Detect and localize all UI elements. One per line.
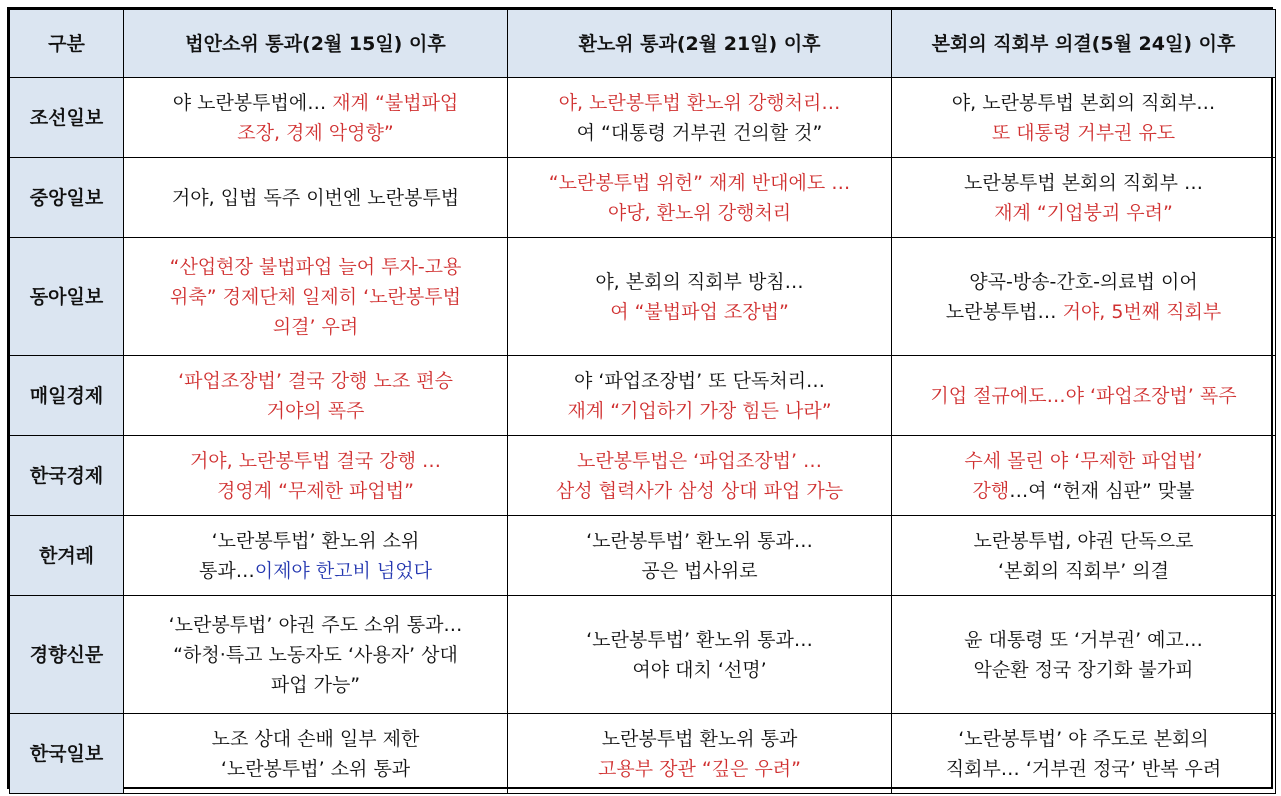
highlight-text: 야당, 환노위 강행처리 [607,201,792,224]
cell-plenary [892,436,1276,516]
headline-line [514,118,885,148]
headline-line [898,625,1269,655]
table-row [10,356,1276,436]
headline-line [130,610,501,640]
headline-text: 여야 대치 ‘선명’ [632,658,767,681]
cell-subcommittee [124,596,508,714]
highlight-text: 야, 노란봉투법 환노위 강행처리… [558,91,841,114]
headline-line [898,476,1269,506]
headline-text: 통과… [199,559,255,582]
cell-plenary [892,238,1276,356]
headline-text: ‘노란봉투법’ 환노위 통과… [586,628,813,651]
outlet-name: 중앙일보 [10,158,124,238]
headline-line [898,655,1269,685]
headline-line [130,724,501,754]
headline-text: 윤 대통령 또 ‘거부권’ 예고… [964,628,1203,651]
cell-committee [508,78,892,158]
cell-committee [508,158,892,238]
highlight-text: 거야의 폭주 [266,399,365,422]
highlight-text: 거야, 5번째 직회부 [1062,300,1222,323]
header-subcommittee: 법안소위 통과(2월 15일) 이후 [124,10,508,78]
headline-line [130,366,501,396]
highlight-text: “노란봉투법 위헌” 재계 반대에도 … [548,171,851,194]
headline-line [130,526,501,556]
headline-line [898,556,1269,586]
table-row [10,596,1276,714]
headline-line [514,88,885,118]
headline-line [514,366,885,396]
outlet-name: 한겨레 [10,516,124,596]
highlight-text: 의결’ 우려 [272,315,359,338]
headline-text: 노조 상대 손배 일부 제한 [211,727,420,750]
table-row [10,158,1276,238]
headline-line [898,526,1269,556]
highlight-text-blue: 이제야 한고비 넘었다 [254,559,432,582]
headline-text: 거야, 입법 독주 이번엔 노란봉투법 [171,186,460,209]
headline-line [898,88,1269,118]
cell-committee [508,238,892,356]
headline-line [514,556,885,586]
table-body [10,78,1276,794]
headline-line [514,625,885,655]
headline-text: ‘본회의 직회부’ 의결 [998,559,1169,582]
cell-committee [508,596,892,714]
outlet-name: 동아일보 [10,238,124,356]
outlet-name: 한국일보 [10,714,124,794]
headline-line [898,297,1269,327]
headline-text: …여 “헌재 심판” 맞불 [1009,479,1195,502]
headline-text: ‘노란봉투법’ 소위 통과 [220,757,411,780]
headline-line [514,198,885,228]
headline-text: 노란봉투법, 야권 단독으로 [973,529,1194,552]
cell-subcommittee [124,238,508,356]
headline-line [514,446,885,476]
table-row [10,238,1276,356]
headline-text: ‘노란봉투법’ 환노위 소위 [211,529,420,552]
cell-committee [508,516,892,596]
headline-line [130,396,501,426]
cell-subcommittee [124,356,508,436]
outlet-name: 매일경제 [10,356,124,436]
header-row [10,10,1276,78]
cell-plenary [892,78,1276,158]
table-row [10,714,1276,794]
header-committee: 환노위 통과(2월 21일) 이후 [508,10,892,78]
headline-line [898,724,1269,754]
headline-text: 야, 본회의 직회부 방침… [595,270,804,293]
cell-subcommittee [124,436,508,516]
outlet-name: 한국경제 [10,436,124,516]
cell-plenary [892,596,1276,714]
highlight-text: 노란봉투법은 ‘파업조장법’ … [576,449,823,472]
highlight-text: 거야, 노란봉투법 결국 강행 … [189,449,442,472]
headline-line [130,476,501,506]
media-headline-comparison-table [9,9,1276,794]
cell-plenary [892,356,1276,436]
headline-line [130,754,501,784]
highlight-text: 여 “불법파업 조장법” [610,300,789,323]
highlight-text: 재계 “불법파업 [332,91,459,114]
headline-line [514,655,885,685]
headline-line [130,556,501,586]
headline-line [130,183,501,213]
headline-line [514,297,885,327]
cell-plenary [892,516,1276,596]
headline-text: 노란봉투법 환노위 통과 [601,727,798,750]
highlight-text: 재계 “기업하기 가장 힘든 나라” [567,399,832,422]
highlight-text: “산업현장 불법파업 늘어 투자-고용 [169,255,462,278]
highlight-text: 조장, 경제 악영향” [237,121,394,144]
headline-line [898,168,1269,198]
headline-text: “하청·특고 노동자도 ‘사용자’ 상대 [173,643,458,666]
outlet-name: 경향신문 [10,596,124,714]
header-category: 구분 [10,10,124,78]
headline-text: 야 노란봉투법에… [172,91,333,114]
headline-line [130,312,501,342]
headline-line [898,381,1269,411]
highlight-text: 기업 절규에도…야 ‘파업조장법’ 폭주 [930,384,1237,407]
headline-line [130,446,501,476]
highlight-text: ‘파업조장법’ 결국 강행 노조 편승 [178,369,453,392]
headline-line [514,476,885,506]
headline-text: 직회부… ‘거부권 정국’ 반복 우려 [945,757,1222,780]
headline-line [130,282,501,312]
header-plenary: 본회의 직회부 의결(5월 24일) 이후 [892,10,1276,78]
headline-line [130,118,501,148]
headline-text: ‘노란봉투법’ 야 주도로 본회의 [958,727,1209,750]
headline-line [898,118,1269,148]
table-row [10,516,1276,596]
headline-text: 양곡-방송-간호-의료법 이어 [969,270,1198,293]
cell-subcommittee [124,714,508,794]
headline-line [514,168,885,198]
highlight-text: 위축” 경제단체 일제히 ‘노란봉투법 [170,285,461,308]
headline-text: 야, 노란봉투법 본회의 직회부… [951,91,1216,114]
headline-text: 악순환 정국 장기화 불가피 [973,658,1194,681]
headline-line [898,198,1269,228]
highlight-text: 고용부 장관 “깊은 우려” [598,757,801,780]
cell-subcommittee [124,78,508,158]
cell-plenary [892,158,1276,238]
headline-line [130,670,501,700]
headline-line [514,724,885,754]
headline-line [514,396,885,426]
cell-subcommittee [124,158,508,238]
highlight-text: 또 대통령 거부권 유도 [991,121,1176,144]
table-row [10,436,1276,516]
cell-committee [508,436,892,516]
highlight-text: 삼성 협력사가 삼성 상대 파업 가능 [555,479,844,502]
headline-text: 노란봉투법 본회의 직회부 … [963,171,1203,194]
headline-text: 노란봉투법… [945,300,1063,323]
highlight-text: 강행 [972,479,1010,502]
headline-text: ‘노란봉투법’ 야권 주도 소위 통과… [168,613,463,636]
headline-text: 공은 법사위로 [641,559,758,582]
cell-subcommittee [124,516,508,596]
highlight-text: 수세 몰린 야 ‘무제한 파업법’ [964,449,1203,472]
cell-committee [508,356,892,436]
headline-line [130,640,501,670]
headline-line [514,754,885,784]
headline-text: 파업 가능” [270,673,361,696]
headline-text: ‘노란봉투법’ 환노위 통과… [586,529,813,552]
headline-line [898,446,1269,476]
cell-committee [508,714,892,794]
highlight-text: 경영계 “무제한 파업법” [217,479,414,502]
headline-text: 여 “대통령 거부권 건의할 것” [576,121,823,144]
cell-plenary [892,714,1276,794]
headline-text: 야 ‘파업조장법’ 또 단독처리… [573,369,826,392]
headline-line [514,526,885,556]
headline-line [898,267,1269,297]
table-row [10,78,1276,158]
headline-line [514,267,885,297]
headline-line [130,88,501,118]
headline-line [130,252,501,282]
highlight-text: 재계 “기업붕괴 우려” [994,201,1173,224]
headline-line [898,754,1269,784]
outlet-name: 조선일보 [10,78,124,158]
comparison-table-frame [7,7,1273,789]
